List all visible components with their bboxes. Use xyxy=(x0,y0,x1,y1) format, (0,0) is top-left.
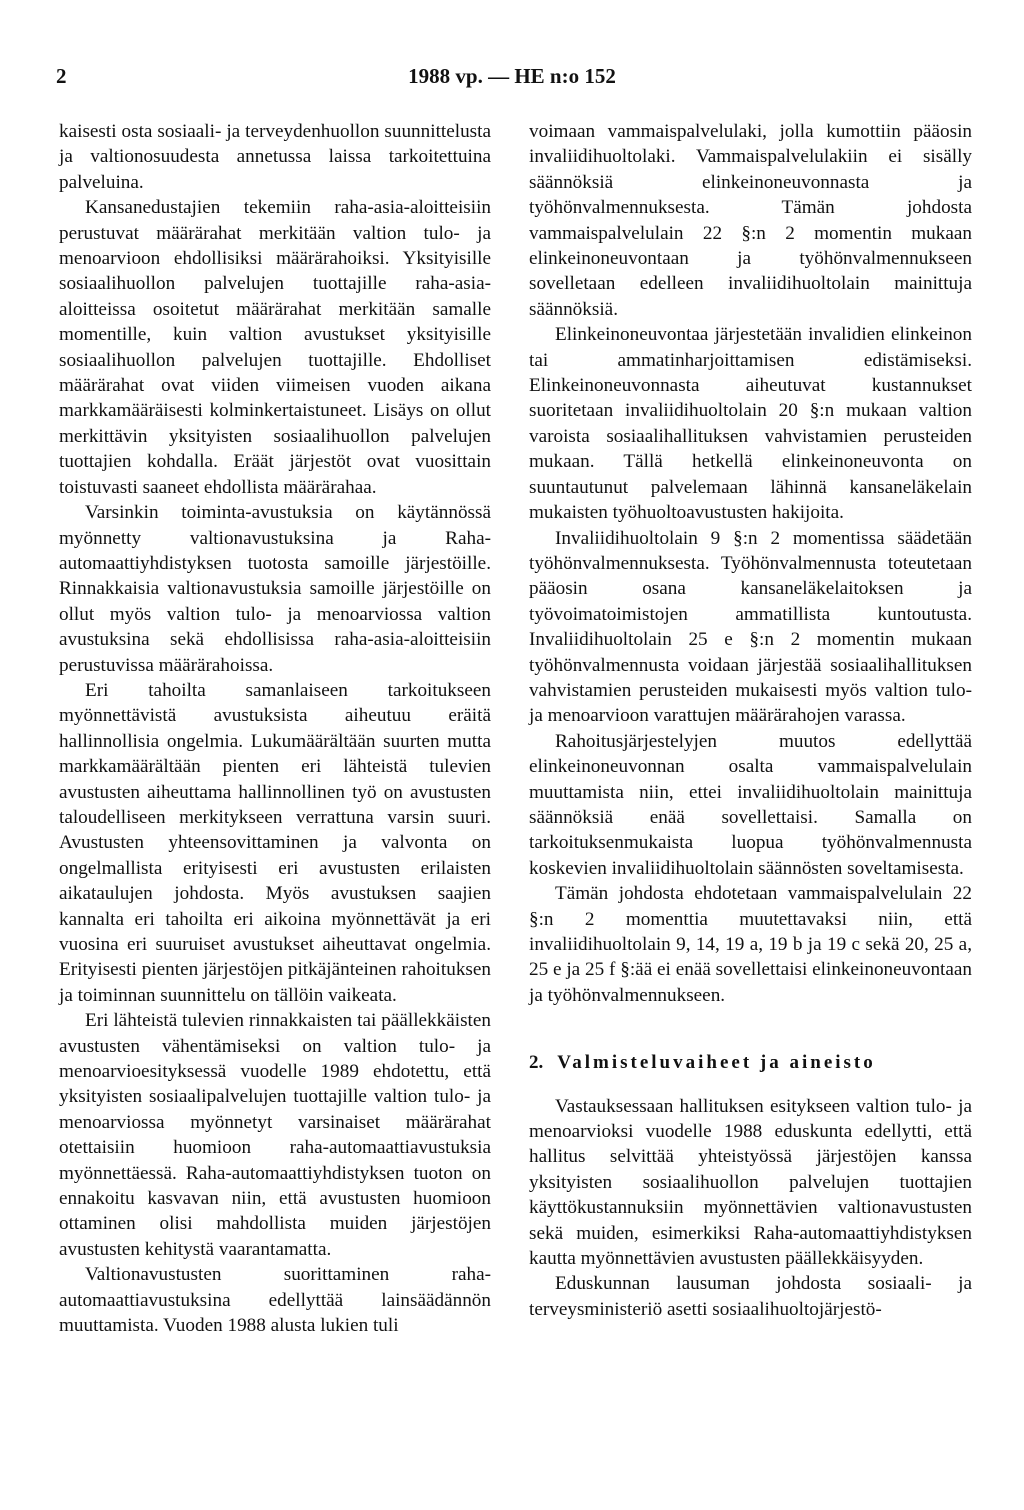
paragraph: Eri lähteistä tulevien rinnakkaisten tai päällekkäisten avustusten vähentämiseksi on valtion tulo- ja menoarvioesityksessä vuodelle 1989 ehdotettu, että yksityisten sosiaalipalvelujen tuottajille valtion tulo- ja menoarviossa myönnetyt varsinaiset määrärahat otettaisiin huomioon raha-automaattiavustuksia myönnettäessä. Raha-automaattiyhdistyksen tuoton on ennakoitu kasvavan niin, että avustusten huomioon ottaminen olisi mahdollista muiden järjestöjen avustusten kehitystä vaarantamatta. xyxy=(59,1010,491,1260)
paragraph: Valtionavustusten suorittaminen raha-automaattiavustuksina edellyttää lainsäädännön muuttamista. Vuoden 1988 alusta lukien tuli xyxy=(59,1264,491,1337)
left-column xyxy=(59,119,491,1339)
paragraph: Invaliidihuoltolain 9 §:n 2 momentissa säädetään työhönvalmennuksesta. Työhönvalmennusta toteutetaan pääosin osana kansaneläkelaitoksen ja työvoimatoimistojen ammatillista kuntoutusta. Invaliidihuoltolain 25 e §:n 2 momentin mukaan työhönvalmennusta voidaan järjestää sosiaalihallituksen vahvistamien perusteiden mukaisesti myös valtion tulo- ja menoarvioon varattujen määrärahojen varassa. xyxy=(529,527,972,727)
page-number: 2 xyxy=(56,64,67,88)
section-heading xyxy=(529,1050,972,1075)
paragraph: kaisesti osta sosiaali- ja terveydenhuollon suunnittelusta ja valtionosuudesta annetussa laissa tarkoitettuina palveluina. xyxy=(59,121,491,193)
paragraph: Tämän johdosta ehdotetaan vammaispalvelulain 22 §:n 2 momenttia muutettavaksi niin, että invaliidihuoltolain 9, 14, 19 a, 19 b ja 19 c sekä 20, 25 a, 25 e ja 25 f §:ää ei enää sovellettaisi elinkeinoneuvontaan ja työhönvalmennukseen. xyxy=(529,883,972,1006)
running-title: 1988 vp. — HE n:o 152 xyxy=(408,64,616,88)
page-header xyxy=(0,64,1024,94)
paragraph: Eduskunnan lausuman johdosta sosiaali- ja terveysministeriö asetti sosiaalihuoltojärjestö- xyxy=(529,1273,972,1320)
paragraph: voimaan vammaispalvelulaki, jolla kumottiin pääosin invaliidihuoltolaki. Vammaispalvelulakiin ei sisälly säännöksiä elinkeinoneuvonnasta ja työhönvalmennuksesta. Tämän johdosta vammaispalvelulain 22 §:n 2 momentin mukaan elinkeinoneuvontaan ja työhönvalmennukseen sovelletaan edelleen invaliidihuoltolain mainittuja säännöksiä. xyxy=(529,121,972,320)
section-title: Valmisteluvaiheet ja aineisto xyxy=(557,1052,876,1074)
paragraph: Rahoitusjärjestelyjen muutos edellyttää elinkeinoneuvonnan osalta vammaispalvelulain muuttamista niin, ettei invaliidihuoltolain mainittuja säännöksiä enää sovellettaisi. Samalla on tarkoituksenmukaista luopua työhönvalmennusta koskevien invaliidihuoltolain säännösten soveltamisesta. xyxy=(529,730,972,879)
paragraph: Kansanedustajien tekemiin raha-asia-aloitteisiin perustuvat määrärahat merkitään valtion tulo- ja menoarvioon ehdollisiksi määrärahoiksi. Yksityisille sosiaalihuollon palvelujen tuottajille raha-asia-aloitteissa osoitetut määrärahat merkitään samalle momentille, kuin valtion avustukset yksityisille sosiaalihuollon palvelujen tuottajille. Ehdolliset määrärahat ovat viiden viimeisen vuoden aikana markkamääräisesti kolminkertaistuneet. Lisäys on ollut merkittävin yksityisten sosiaalihuollon palvelujen tuottajien kohdalla. Eräät järjestöt ovat vuosittain toistuvasti saaneet ehdollista määrärahaa. xyxy=(59,197,491,498)
paragraph: Varsinkin toiminta-avustuksia on käytännössä myönnetty valtionavustuksina ja Raha-automaattiyhdistyksen tuotosta samoille järjestöille. Rinnakkaisia valtionavustuksia samoille järjestöille on ollut myös valtion tulo- ja menoarviossa valtion avustuksina sekä ehdollisissa raha-asia-aloitteisiin perustuvissa määrärahoissa. xyxy=(59,502,491,676)
section-number: 2. xyxy=(529,1052,544,1074)
paragraph: Eri tahoilta samanlaiseen tarkoitukseen myönnettävistä avustuksista aiheutuu eräitä hallinnollisia ongelmia. Lukumäärältään suurten mutta markkamäärältään pienten eri lähteistä tulevien avustusten aiheuttama hallinnollinen työ on avustusten taloudelliseen merkitykseen verrattuna varsin suuri. Avustusten yhteensovittaminen ja valvonta on ongelmallista erityisesti eri avustusten erilaisten aikataulujen johdosta. Myös avustuksen saajien kannalta eri tahoilta eri aikoina myönnettävät ja eri vuosina eri suuruiset avustukset aiheuttavat ongelmia. Erityisesti pienten järjestöjen pitkäjänteinen rahoituksen ja toiminnan suunnittelu on tällöin vaikeata. xyxy=(59,679,491,1006)
paragraph: Vastauksessaan hallituksen esitykseen valtion tulo- ja menoarvioksi vuodelle 1988 eduskunta edellytti, että hallitus selvittää yhteistyössä järjestöjen kanssa yksityisten sosiaalihuollon palvelujen tuottajien käyttökustannuksiin myönnettävien valtionavustusten sekä muiden, esimerkiksi Raha-automaattiyhdistyksen kautta myönnettävien avustusten päällekkäisyyden. xyxy=(529,1095,972,1270)
right-column xyxy=(529,119,972,1322)
paragraph: Elinkeinoneuvontaa järjestetään invalidien elinkeinon tai ammatinharjoittamisen edistämiseksi. Elinkeinoneuvonnasta aiheutuvat kustannukset suoritetaan invaliidihuoltolain 20 §:n mukaan valtion varoista sosiaalihallituksen vahvistamien perusteiden mukaan. Tällä hetkellä elinkeinoneuvonta on suuntautunut palvelemaan lähinnä kansaneläkelain mukaisten työhuoltoavustusten hakijoita. xyxy=(529,324,972,524)
